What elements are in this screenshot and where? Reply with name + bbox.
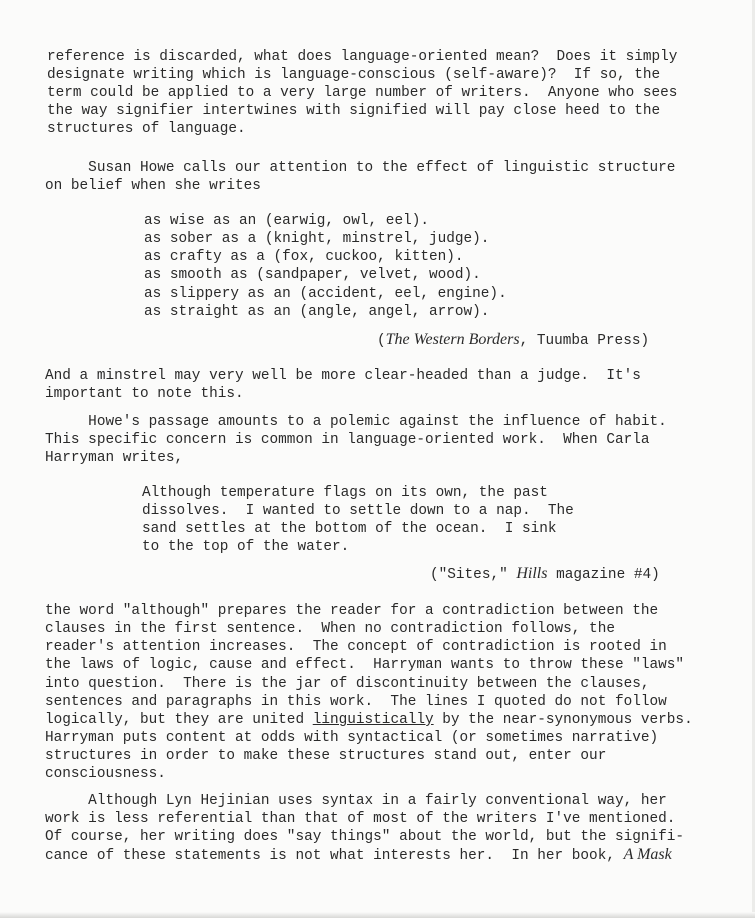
paragraph-4-line-3: Harryman writes, xyxy=(45,450,184,466)
underlined-word: linguistically xyxy=(312,712,434,728)
citation-2-open: ("Sites," xyxy=(430,567,517,583)
quote-1-line-5: as slippery as an (accident, eel, engine). xyxy=(144,286,507,302)
quote-1-line-3: as crafty as a (fox, cuckoo, kitten). xyxy=(144,249,464,265)
quote-2-line-2: dissolves. I wanted to settle down to a nap. The xyxy=(142,503,574,519)
paragraph-5-line-1: the word "although" prepares the reader for a contradiction between the xyxy=(45,603,659,619)
quote-2-line-3: sand settles at the bottom of the ocean. I sink xyxy=(142,521,557,537)
citation-2-title: Hills xyxy=(516,565,548,582)
paragraph-1-line-5: structures of language. xyxy=(47,121,246,137)
quote-2-line-1: Although temperature flags on its own, the past xyxy=(142,485,548,501)
quote-2-line-4: to the top of the water. xyxy=(142,539,350,555)
citation-1-rest: , Tuumba Press) xyxy=(519,333,650,349)
paragraph-6-line-3: Of course, her writing does "say things" about the world, but the signifi- xyxy=(45,829,685,845)
paragraph-5-line-4: the laws of logic, cause and effect. Harryman wants to throw these "laws" xyxy=(45,657,685,673)
paragraph-1-line-1: reference is discarded, what does language-oriented mean? Does it simply xyxy=(47,49,678,65)
paragraph-3-line-1: And a minstrel may very well be more clear-headed than a judge. It's xyxy=(45,368,641,384)
quote-1-line-4: as smooth as (sandpaper, velvet, wood). xyxy=(144,267,481,283)
paragraph-5-line-7 xyxy=(45,711,693,729)
paragraph-2-line-1: Susan Howe calls our attention to the effect of linguistic structure xyxy=(45,160,676,176)
paragraph-5-line-3: reader's attention increases. The concept of contradiction is rooted in xyxy=(45,639,667,655)
paragraph-6-line-2: work is less referential than that of most of the writers I've mentioned. xyxy=(45,811,676,827)
quote-1-line-6: as straight as an (angle, angel, arrow). xyxy=(144,304,490,320)
quote-1-line-2: as sober as a (knight, minstrel, judge). xyxy=(144,231,490,247)
paragraph-2-line-2: on belief when she writes xyxy=(45,178,261,194)
paragraph-3-line-2: important to note this. xyxy=(45,386,244,402)
paragraph-5-line-9: structures in order to make these structures stand out, enter our xyxy=(45,748,607,764)
paragraph-5-line-2: clauses in the first sentence. When no contradiction follows, the xyxy=(45,621,615,637)
paragraph-5-line-6: sentences and paragraphs in this work. The lines I quoted do not follow xyxy=(45,694,667,710)
paragraph-5-line-7-before: logically, but they are united xyxy=(45,712,313,728)
paragraph-1-line-2: designate writing which is language-conscious (self-aware)? If so, the xyxy=(47,67,661,83)
citation-2 xyxy=(430,565,660,584)
paragraph-5-line-7-after: by the near-synonymous verbs. xyxy=(433,712,693,728)
paragraph-6-line-4 xyxy=(45,846,672,865)
paragraph-6-line-1: Although Lyn Hejinian uses syntax in a fairly conventional way, her xyxy=(45,793,667,809)
paragraph-6-line-4-before: cance of these statements is not what interests her. In her book, xyxy=(45,848,624,864)
paragraph-1-line-3: term could be applied to a very large number of writers. Anyone who sees xyxy=(47,85,678,101)
paragraph-4-line-2: This specific concern is common in language-oriented work. When Carla xyxy=(45,432,650,448)
citation-1-title: The Western Borders xyxy=(385,331,520,348)
citation-1-open: ( xyxy=(377,333,386,349)
paragraph-5-line-8: Harryman puts content at odds with syntactical (or sometimes narrative) xyxy=(45,730,659,746)
citation-2-rest: magazine #4) xyxy=(547,567,660,583)
page-bottom-edge xyxy=(0,912,755,918)
quote-1-line-1: as wise as an (earwig, owl, eel). xyxy=(144,213,429,229)
book-title: A Mask xyxy=(623,846,672,863)
paragraph-1-line-4: the way signifier intertwines with signified will pay close heed to the xyxy=(47,103,661,119)
citation-1 xyxy=(377,331,649,350)
paragraph-4-line-1: Howe's passage amounts to a polemic against the influence of habit. xyxy=(45,414,667,430)
paragraph-5-line-10: consciousness. xyxy=(45,766,166,782)
paragraph-5-line-5: into question. There is the jar of discontinuity between the clauses, xyxy=(45,676,650,692)
